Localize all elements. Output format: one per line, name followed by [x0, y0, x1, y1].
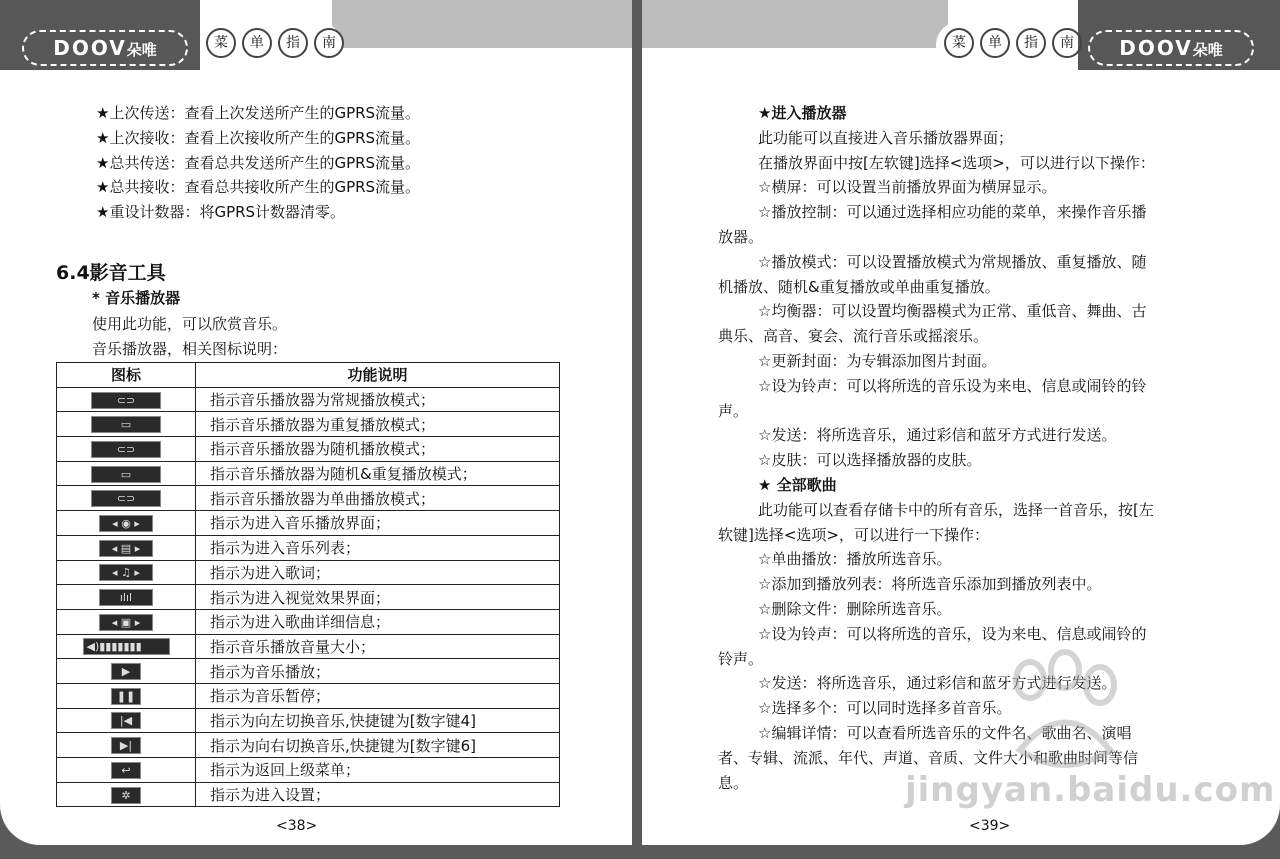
visual-effect-icon: ılıl [99, 589, 153, 606]
body-line: ☆皮肤：可以选择播放器的皮肤。 [758, 451, 982, 470]
body-line: 在播放界面中按[左软键]选择<选项>，可以进行以下操作： [758, 153, 1155, 172]
table-row [57, 387, 560, 412]
page-number-right: <39> [969, 818, 1011, 834]
table-row [57, 659, 560, 684]
table-row [57, 634, 560, 659]
body-line: 此功能可以查看存储卡中的所有音乐，选择一首音乐，按[左 [758, 500, 1154, 519]
gprs-item: ★重设计数器：将GPRS计数器清零。 [96, 203, 346, 222]
desc-cell: 指示音乐播放器为随机播放模式； [196, 437, 560, 462]
lyrics-icon: ◂ ♫ ▸ [99, 564, 153, 581]
previous-track-icon: |◀ [111, 712, 141, 729]
menu-char: 菜 [206, 28, 236, 58]
repeat-icon: ▭ [91, 416, 161, 433]
body-line: ☆单曲播放：播放所选音乐。 [758, 550, 952, 569]
icon-cell [57, 708, 196, 733]
watermark-text: jingyan.baidu.com [905, 770, 1276, 810]
icon-cell [57, 437, 196, 462]
icon-cell [57, 535, 196, 560]
icon-cell [57, 387, 196, 412]
gprs-list [96, 101, 420, 225]
menu-char: 指 [278, 28, 308, 58]
table-header-row [57, 363, 560, 388]
table-row [57, 782, 560, 807]
table-row [57, 609, 560, 634]
desc-cell: 指示音乐播放器为随机&重复播放模式； [196, 461, 560, 486]
pause-icon: ❚❚ [111, 688, 141, 705]
table-row [57, 758, 560, 783]
icon-cell [57, 585, 196, 610]
table-row [57, 412, 560, 437]
table-row [57, 461, 560, 486]
table-row [57, 683, 560, 708]
desc-cell: 指示为进入歌曲详细信息； [196, 609, 560, 634]
body-line: 放器。 [718, 227, 764, 246]
body-line: 铃声。 [718, 649, 764, 668]
body-line: ☆删除文件：删除所选音乐。 [758, 599, 952, 618]
body-line: ☆编辑详情：可以查看所选音乐的文件名、歌曲名、演唱 [758, 723, 1132, 742]
volume-icon: ◀)▮▮▮▮▮▮▮ [83, 638, 170, 655]
left-header-strip [332, 0, 632, 48]
body-line: ☆播放控制：可以通过选择相应功能的菜单，来操作音乐播 [758, 203, 1147, 222]
desc-cell: 指示为音乐播放； [196, 659, 560, 684]
icon-cell [57, 486, 196, 511]
icon-cell [57, 634, 196, 659]
desc-cell: 指示为返回上级菜单； [196, 758, 560, 783]
gprs-item: ★上次接收：查看上次接收所产生的GPRS流量。 [96, 128, 421, 147]
body-line: 机播放、随机&重复播放或单曲重复播放。 [718, 277, 1000, 296]
body-line: 此功能可以直接进入音乐播放器界面； [758, 128, 1014, 147]
desc-cell: 指示为进入视觉效果界面； [196, 585, 560, 610]
body-line: 声。 [718, 401, 749, 420]
body-line: ☆设为铃声：可以将所选的音乐，设为来电、信息或闹铃的 [758, 624, 1147, 643]
icon-cell [57, 758, 196, 783]
icon-cell [57, 782, 196, 807]
next-track-icon: ▶| [111, 737, 141, 754]
body-line: 典乐、高音、宴会、流行音乐或摇滚乐。 [718, 327, 989, 346]
doov-logo-right: DOOV朵唯 [1088, 30, 1254, 66]
icon-cell [57, 461, 196, 486]
menu-char: 单 [242, 28, 272, 58]
icon-cell [57, 683, 196, 708]
intro-line: 音乐播放器，相关图标说明： [92, 339, 288, 358]
desc-cell: 指示为进入设置； [196, 782, 560, 807]
intro-text [92, 312, 287, 362]
section-title: 6.4影音工具 [56, 262, 166, 284]
gprs-item: ★上次传送：查看上次发送所产生的GPRS流量。 [96, 104, 421, 122]
icon-cell [57, 412, 196, 437]
desc-cell: 指示音乐播放器为单曲播放模式； [196, 486, 560, 511]
table-row [57, 560, 560, 585]
desc-cell: 指示为进入音乐列表； [196, 535, 560, 560]
body-line: ☆均衡器：可以设置均衡器模式为正常、重低音、舞曲、古 [758, 302, 1147, 321]
body-line: ☆设为铃声：可以将所选的音乐设为来电、信息或闹铃的铃 [758, 376, 1147, 395]
table-row [57, 733, 560, 758]
menu-guide-badge [200, 22, 342, 68]
body-line: ☆选择多个：可以同时选择多首音乐。 [758, 699, 1012, 718]
page-number-left: <38> [276, 818, 318, 834]
menu-char: 南 [1052, 28, 1082, 58]
body-line: ☆播放模式：可以设置播放模式为常规播放、重复播放、随 [758, 252, 1147, 271]
table-row [57, 535, 560, 560]
body-line: 软键]选择<选项>，可以进行一下操作： [718, 525, 989, 544]
shuffle-repeat-icon: ▭ [91, 466, 161, 483]
menu-char: 指 [1016, 28, 1046, 58]
icon-cell [57, 733, 196, 758]
gprs-item: ★总共传送：查看总共发送所产生的GPRS流量。 [96, 153, 421, 172]
right-body [718, 101, 1224, 795]
header-icon-col: 图标 [57, 363, 196, 388]
icon-table [56, 362, 560, 807]
back-icon: ↩ [111, 762, 141, 779]
loop-normal-icon: ⊂⊃ [91, 392, 161, 409]
body-line: 息。 [718, 773, 749, 792]
menu-char: 菜 [944, 28, 974, 58]
desc-cell: 指示为音乐暂停； [196, 683, 560, 708]
music-list-icon: ◂ ▤ ▸ [99, 540, 153, 557]
gprs-item: ★总共接收：查看总共接收所产生的GPRS流量。 [96, 178, 421, 197]
body-line: ☆发送：将所选音乐，通过彩信和蓝牙方式进行发送。 [758, 674, 1117, 693]
table-row [57, 437, 560, 462]
menu-char: 单 [980, 28, 1010, 58]
icon-cell [57, 511, 196, 536]
body-line: ☆横屏：可以设置当前播放界面为横屏显示。 [758, 178, 1057, 197]
right-header-strip [642, 0, 948, 48]
desc-cell: 指示音乐播放音量大小； [196, 634, 560, 659]
table-row [57, 511, 560, 536]
desc-cell: 指示为进入歌词； [196, 560, 560, 585]
body-line: ☆更新封面：为专辑添加图片封面。 [758, 351, 997, 370]
repeat-one-icon: ⊂⊃ [91, 490, 161, 507]
icon-cell [57, 659, 196, 684]
doov-logo: DOOV朵唯 [22, 30, 188, 66]
intro-line: 使用此功能，可以欣赏音乐。 [92, 315, 288, 333]
desc-cell: 指示音乐播放器为常规播放模式； [196, 387, 560, 412]
table-row [57, 585, 560, 610]
settings-icon: ✲ [111, 787, 141, 804]
table-row [57, 708, 560, 733]
icon-cell [57, 609, 196, 634]
shuffle-icon: ⊂⊃ [91, 441, 161, 458]
player-screen-icon: ◂ ◉ ▸ [99, 515, 153, 532]
table-row [57, 486, 560, 511]
menu-guide-badge-right [936, 22, 1078, 68]
menu-char: 南 [314, 28, 344, 58]
desc-cell: 指示为向左切换音乐,快捷键为[数字键4] [196, 708, 560, 733]
body-line: ☆添加到播放列表：将所选音乐添加到播放列表中。 [758, 575, 1102, 594]
section-heading: ★进入播放器 [758, 104, 847, 122]
song-info-icon: ◂ ▣ ▸ [99, 614, 153, 631]
play-icon: ▶ [111, 663, 141, 680]
section-heading: ★ 全部歌曲 [758, 475, 837, 494]
desc-cell: 指示音乐播放器为重复播放模式； [196, 412, 560, 437]
desc-cell: 指示为向右切换音乐,快捷键为[数字键6] [196, 733, 560, 758]
sub-title: * 音乐播放器 [92, 289, 181, 307]
header-desc-col: 功能说明 [196, 363, 560, 388]
icon-cell [57, 560, 196, 585]
desc-cell: 指示为进入音乐播放界面； [196, 511, 560, 536]
body-line: ☆发送：将所选音乐，通过彩信和蓝牙方式进行发送。 [758, 426, 1117, 445]
body-line: 者、专辑、流派、年代、声道、音质、文件大小和歌曲时间等信 [718, 748, 1139, 767]
